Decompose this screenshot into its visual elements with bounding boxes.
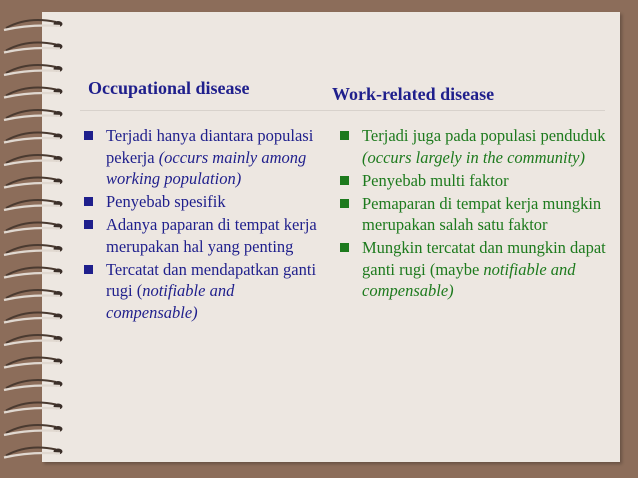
square-bullet-icon [84, 220, 93, 229]
occupational-disease-title: Occupational disease [88, 78, 250, 98]
spiral-binding-icon [0, 0, 80, 478]
list-item: Adanya paparan di tempat kerja merupakan hal yang penting [82, 214, 320, 257]
square-bullet-icon [340, 176, 349, 185]
work-related-disease-title: Work-related disease [332, 84, 495, 104]
list-item: Mungkin tercatat dan mungkin dapat ganti rugi (maybe notifiable and compensable) [338, 237, 610, 302]
list-item: Terjadi hanya diantara populasi pekerja (occurs mainly among working population) [82, 125, 320, 190]
list-item: Penyebab multi faktor [338, 170, 610, 192]
square-bullet-icon [84, 131, 93, 140]
square-bullet-icon [340, 131, 349, 140]
square-bullet-icon [340, 243, 349, 252]
list-item: Penyebab spesifik [82, 191, 320, 213]
work-related-disease-list [338, 125, 610, 303]
square-bullet-icon [84, 265, 93, 274]
divider [80, 110, 605, 111]
list-item: Pemaparan di tempat kerja mungkin merupakan salah satu faktor [338, 193, 610, 236]
square-bullet-icon [340, 199, 349, 208]
list-item: Tercatat dan mendapatkan ganti rugi (notifiable and compensable) [82, 259, 320, 324]
list-item: Terjadi juga pada populasi penduduk (occurs largely in the community) [338, 125, 610, 168]
square-bullet-icon [84, 197, 93, 206]
occupational-disease-list [82, 125, 320, 325]
